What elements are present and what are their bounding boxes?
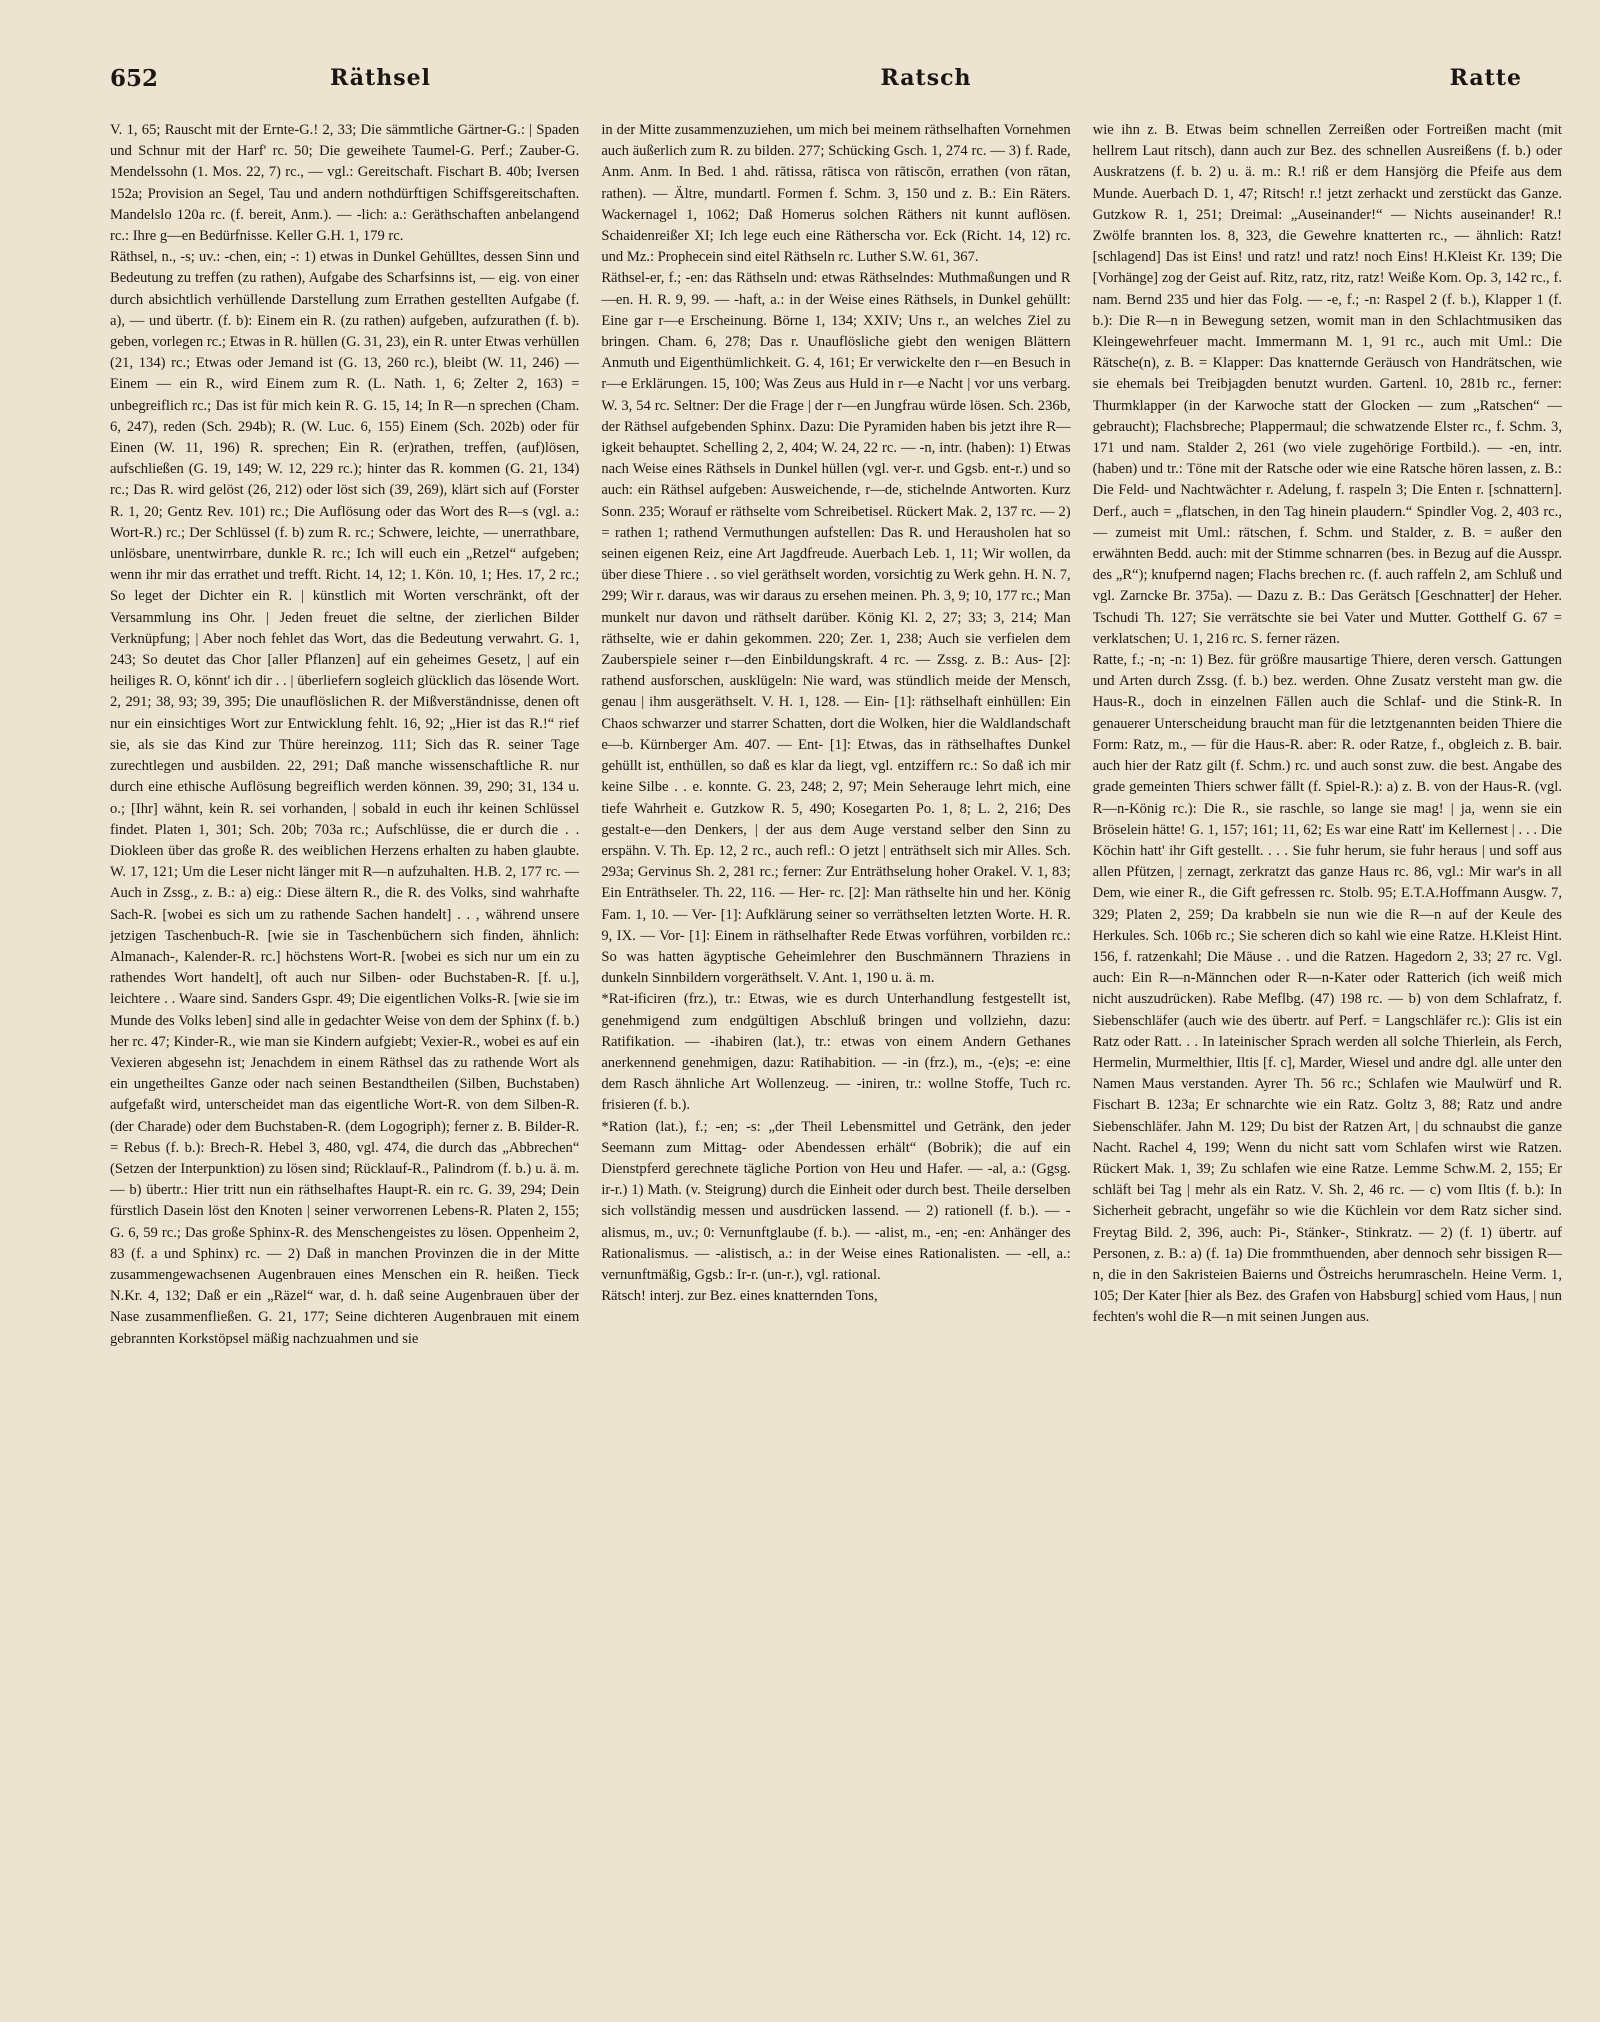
page-number: 652 (110, 64, 159, 92)
column-3-entry-ratte: Ratte, f.; -n; -n: 1) Bez. für größre mausartige Thiere, deren versch. Gattungen und Arten durch Zssg. (f. b.) bez. werden. Ohne Zusatz versteht man gw. die Haus-R., doch in einzelnen Fällen auch die Schlaf- und die Stink-R. In genauerer Unterscheidung braucht man für die letztgenannten beiden Thiere die Form: Ratz, m., — für die Haus-R. aber: R. oder Ratze, f., obgleich z. B. bair. auch hier der Ratz gilt (f. Schm.) rc. und auch sonst zuw. die best. Angabe des grade gemeinten Thiers schwer fällt (f. Spiel-R.): a) z. B. von der Haus-R. (vgl. R—n-König rc.): Die R., sie raschle, so lange sie mag! | ja, wenn sie ein Bröselein hätte! G. 1, 157; 161; 11, 62; Es war eine Ratt' im Kellernest | . . . Die Köchin hatt' ihr Gift gestellt. . . . Sie fuhr herum, sie fuhr heraus | und soff aus allen Pfützen, | zernagt, zerkratzt das ganze Haus rc. 86, vgl.: Mir war's in all Dem, wie einer R., die Gift gefressen rc. Stolb. 95; E.T.A.Hoffmann Ausgw. 7, 329; Platen 2, 259; Da krabbeln sie nun wie die R—n auf der Keule des Herkules. Sch. 106b rc.; Sie scheren dich so kahl wie eine Ratze. H.Kleist Hint. 156, f. ratzenkahl; Die Mäuse . . und die Ratzen. Hagedorn 2, 33; 27 rc. Vgl. auch: Ein R—n-Männchen oder R—n-Kater oder Ratterich (ich weiß mich nicht auszudrücken). Rabe Meflbg. (47) 198 rc. — b) von dem Schlafratz, f. Siebenschläfer (auch wie des übertr. auf Perf. = Langschläfer rc.): Glis ist ein Ratz oder Ratt. . . In lateinischer Sprach werden all solche Thierlein, als Ferch, Hermelin, Murmelthier, Iltis [f. c], Marder, Wiesel und andre dgl. alle unter den Namen Maus verstanden. Ayrer Th. 56 rc.; Schlafen wie Maulwürf und R. Fischart B. 123a; Er schnarchte wie ein Ratz. Goltz 3, 88; Ratz und andre Siebenschläfer. Jahn M. 129; Du bist der Ratzen Art, | du schnaubst die ganze Nacht. Rachel 4, 199; Wenn du nicht satt vom Schlafen wirst wie Ratzen. Rückert Mak. 1, 39; Zu schlafen wie eine Ratze. Lemme Schw.M. 2, 155; Er schläft bei Tag | mehr als ein Ratz. V. Sh. 2, 46 rc. — c) vom Iltis (f. b.): In Sicherheit gebracht, ungefähr so wie die Küchlein vor dem Ratz sicher sind. Freytag Bild. 2, 396, auch: Pi-, Stänker-, Stinkratz. — 2) (f. 1) übertr. auf Personen, z. B.: a) (f. 1a) Die frommthuenden, aber dennoch sehr bissigen R—n, die in den Sakristeien Baierns und Östreichs herumrascheln. Heine Verm. 1, 105; Der Kater [hier als Bez. des Grafen von Habsburg] schied vom Haus, | nun fechten's wohl die R—n mit seinen Jungen aus. (1092, 652, 1562, 1326)
column-2-entry-raethsel-er: Räthsel-er, f.; -en: das Räthseln und: etwas Räthselndes: Muthmaßungen und R—en. H. R. 9, 99. — -haft, a.: in der Weise eines Räthsels, in Dunkel gehüllt: Eine gar r—e Erscheinung. Börne 1, 134; XXIV; Uns r., an welches Ziel zu bringen. Cham. 6, 278; Das r. Unauflösliche giebt den wenigen Blättern Anmuth und Eigenthümlichkeit. G. 4, 161; Er verwickelte den r—en Besuch in r—e Erklärungen. 15, 100; Was Zeus aus Huld in r—e Nacht | vor uns verbarg. W. 3, 54 rc. Seltner: Der die Frage | der r—en Jungfrau würde lösen. Sch. 236b, der Räthsel aufgebenden Sphinx. Dazu: Die Pyramiden haben bis jetzt ihre R—igkeit behauptet. Schelling 2, 2, 404; W. 24, 22 rc. — -n, intr. (haben): 1) Etwas nach Weise eines Räthsels in Dunkel hüllen (vgl. ver-r. und Ggsb. ent-r.) und so auch: ein Räthsel aufgeben: Ausweichende, r—de, stichelnde Antworten. Kurz Sonn. 235; Worauf er räthselte vom Schreibetisel. Rückert Mak. 2, 137 rc. — 2) = rathen 1; rathend Vermuthungen aufstellen: Das R. und Herausholen hat so seinen eigenen Reiz, eine Art Jagdfreude. Auerbach Leb. 1, 11; Wir wollen, da über diese Thiere . . so viel geräthselt worden, vorsichtig zu Werk gehn. H. N. 7, 299; Wir r. daraus, was wir daraus zu ersehen meinen. Ph. 3, 9; 10, 177 rc.; Man munkelt nur davon und räthselt darüber. König Kl. 2, 27; 33; 3, 214; Man räthselte, wie er dahin gekommen. 220; Zer. 1, 238; Auch sie verfielen dem Zauberspiele seiner r—den Einbildungskraft. 4 rc. — Zssg. z. B.: Aus- [2]: rathend ausforschen, ausklügeln: Nie ward, was stündlich meide der Mensch, genau | ihm ausgeräthselt. V. H. 1, 128. — Ein- [1]: räthselhaft einhüllen: Ein Chaos schwarzer und starrer Schatten, dort die Wolken, hier die Waldlandschaft e—b. Kürnberger Am. 407. — Ent- [1]: Etwas, das in räthselhaftes Dunkel gehüllt ist, enthüllen, so daß es klar da liegt, vgl. entziffern rc.: So daß ich mir keine Silbe . . e. konnte. G. 23, 248; 2, 97; Mein Seherauge lehrt mich, eine tiefe Wahrheit e. Gutzkow R. 5, 490; Kosegarten Po. 1, 8; L. 2, 216; Des gestalt-e—den Denkers, | der aus dem Auge verstand selber den Sinn zu erspähn. V. Th. Ep. 12, 2 rc., auch refl.: O jetzt | enträthselt sich mir Alles. Sch. 293a; Gervinus Sh. 2, 281 rc.; ferner: Zur Enträthselung hoher Orakel. V. 1, 83; Ein Enträthseler. Th. 22, 116. — Her- rc. [2]: Man räthselte hin und her. König Fam. 1, 10. — Ver- [1]: Aufklärung seiner so verräthselten letzten Worte. H. R. 9, IX. — Vor- [1]: Einem in räthselhafter Rede Etwas vorführen, vorbilden rc.: So was hatten ägyptische Geheimlehrer den Buschmännern Thraziens in dunkeln Sinnbildern vorgeräthselt. V. Ant. 1, 190 u. ä. m. (601, 270, 1071, 987)
left-headword: Räthsel (330, 65, 431, 91)
text-columns (110, 120, 1562, 2000)
running-head (110, 58, 1562, 98)
column-2-entry-ration: *Ration (lat.), f.; -en; -s: „der Theil Lebensmittel und Getränk, den jeder Seemann zum Mittag- oder Abendessen erhält“ (Bobrik); die auf ein Dienstpferd gerechnete tägliche Portion von Heu und Hafer. — -al, a.: (Ggsg. ir-r.) 1) Math. (v. Steigrung) durch die Einheit oder durch best. Theile derselben sich vollständig messen und ausdrücken lassend. — 2) rationell (f. b.). — -alismus, m., uv.; 0: Vernunftglaube (f. b.). — -alist, m., -en; -en: Anhänger des Rationalismus. — -alistisch, a.: in der Weise eines Rationalisten. — -ell, a.: vernunftmäßig, Ggsb.: Ir-r. (un-r.), vgl. rational. (601, 1118, 1071, 1283)
right-headword: Ratte (1449, 65, 1522, 91)
column-3 (1093, 120, 1562, 2000)
column-2-entry-ratsch: Rätsch! interj. zur Bez. eines knatternden Tons, (601, 1288, 878, 1305)
column-3-paragraph: wie ihn z. B. Etwas beim schnellen Zerreißen oder Fortreißen macht (mit hellrem Laut ritsch), dann auch zur Bez. des schnellen Ausreißens (f. b.) oder Auskratzens (f. b. 2) u. ä. m.: R.! riß er dem Hansjörg die Pfeife aus dem Munde. Auerbach D. 1, 47; Ritsch! r.! jetzt zerhackt und zerstückt das Ganze. Gutzkow R. 1, 251; Dreimal: „Auseinander!“ — Nichts auseinander! R.! Zwölfe brannten los. 8, 323, die Gewehre knatterten rc., — ähnlich: Ratz! [schlagend] Das ist Eins! und ratz! und ratz! noch Eins! H.Kleist Kr. 139; Die [Vorhänge] zog der Geist auf. Ritz, ratz, ritz, ratz! Weiße Kom. Op. 3, 142 rc., f. nam. Bernd 235 und hier das Folg. — -e, f.; -n: Raspel 2 (f. b.), Klapper 1 (f. b.): Die R—n in Bewegung setzen, womit man in den Schlachtmusiken das Kleingewehrfeuer macht. Immermann M. 1, 91 rc., auch mit Uml.: Die Rätsche(n), z. B. = Klapper: Das knatternde Geräusch von Handrätschen, wie sie ehemals bei Treibjagden benutzt wurden. Gartenl. 10, 281b rc., ferner: Thurmklapper (in der Karwoche statt der Glocken — zum „Ratschen“ — gebraucht); Flachsbreche; Plappermaul; die schwatzende Elster rc., f. Schm. 3, 171 und nam. Stalder 2, 261 (wo viele zugehörige Fortbild.). — -en, intr. (haben) und tr.: Töne mit der Ratsche oder wie eine Ratsche hören lassen, z. B.: Die Feld- und Nachtwächter r. Adelung, f. raspeln 3; Die Enten r. [schnattern]. Derf., auch = „flatschen, in den Tag hinein plaudern.“ Spindler Vog. 2, 403 rc., — zumeist mit Uml.: rätschen, f. Schm. und Stalder, z. B. = außer den erwähnten Bedd. auch: mit der Stimme schnarren (bes. in Bezug auf die Ausspr. des „R“); knufpernd nagen; Flachs brechen rc. (f. auch raffeln 2, am Schluß und vgl. Zarncke Br. 375a). — Dazu z. B.: Das Gerätsch [Geschnatter] der Heher. Tschudi Th. 127; Sie verrätschte sie bei Vater und Mutter. Gotthelf G. 67 = verklatschen; U. 1, 216 rc. S. ferner räzen. (1092, 122, 1562, 647)
column-2-paragraph: in der Mitte zusammenzuziehen, um mich bei meinem räthselhaften Vornehmen auch äußerlich zum R. zu bilden. 277; Schücking Gsch. 1, 274 rc. — 3) f. Rade, Anm. Anm. In Bed. 1 ahd. rātissa, rātisca von rātiscōn, errathen (von rātan, rathen). — Ältre, mundartl. Formen f. Schm. 3, 150 und z. B.: Ein Räters. Wackernagel 1, 1062; Daß Homerus solchen Räthers nit kunnt auflösen. Schaidenreißer XI; Ich lege euch eine Rätherscha vor. Eck (Richt. 14, 12) rc. und Mz.: Prophecein sind eitel Räthseln rc. Luther S.W. 61, 367. (601, 122, 1071, 266)
column-1 (110, 120, 579, 2000)
column-2-entry-ratificiren: *Rat-ificiren (frz.), tr.: Etwas, wie es durch Unterhandlung festgestellt ist, genehmigend zum endgültigen Abschluß bringen und vollziehn, dazu: Ratifikation. — -ihabiren (lat.), tr.: etwas von einem Andern Gethanes anerkennend genehmigen, dazu: Ratihabition. — -in (frz.), m., -(e)s; -e: eine dem Rasch ähnliche Art Wollenzeug. — -iniren, tr.: wollne Stoffe, Tuch rc. frisieren (f. b.). (601, 991, 1071, 1114)
column-2 (601, 120, 1070, 2000)
column-1-paragraph: V. 1, 65; Rauscht mit der Ernte-G.! 2, 33; Die sämmtliche Gärtner-G.: | Spaden und Schnur mit der Harf' rc. 50; Die geweihete Taumel-G. Perf.; Zauber-G. Mendelssohn (1. Mos. 22, 7) rc., — vgl.: Gereitschaft. Fischart B. 40b; Iversen 152a; Provision an Segel, Tau und andern nothdürftigen Schiffsgereitschaften. Mandelslo 120a rc. (f. bereit, Anm.). — -lich: a.: Geräthschaften anbelangend rc.: Ihre g—en Bedürfnisse. Keller G.H. 1, 179 rc. (110, 122, 580, 245)
column-1-entry-raethsel: Räthsel, n., -s; uv.: -chen, ein; -: 1) etwas in Dunkel Gehülltes, dessen Sinn und Bedeutung zu treffen (zu rathen), Aufgabe des Scharfsinns ist, — eig. von einer durch absichtlich verhüllende Darstellung zum Errathen gestellten Aufgabe (f. a), — und übertr. (f. b): Einem ein R. (zu rathen) aufgeben, aufzurathen (f. b). geben, vorlegen rc.; Etwas in R. hüllen (G. 31, 23), ein R. unter Etwas verhüllen (21, 134) rc.; Etwas oder Jemand ist (G. 13, 260 rc.), bleibt (W. 11, 246) — Einem — ein R., wird Einem zum R. (L. Nath. 1, 6; Zelter 2, 163) = unbegreiflich rc.; Das ist für mich kein R. G. 15, 14; In R—n sprechen (Cham. 6, 247), reden (Sch. 294b); R. (W. Luc. 6, 155) Einem (Sch. 202b) oder für Einen (W. 11, 196) R. sprechen; Ein R. (er)rathen, treffen, (auf)lösen, aufschließen (G. 19, 149; W. 12, 229 rc.); hinter das R. kommen (G. 21, 134) rc.; Das R. wird gelöst (26, 212) oder löst sich (39, 269), klärt sich auf (Forster R. 1, 20; Gentz Rev. 101) rc.; Die Auflösung oder das Wort des R—s (vgl. a.: Wort-R.) rc.; Der Schlüssel (f. b) zum R. rc.; Schwere, leichte, — unerrathbare, unlösbare, unentwirrbare, dunkle R. rc.; Ich will euch ein „Retzel“ aufgeben; wenn ihr mir das errathet und trefft. Richt. 14, 12; 1. Kön. 10, 1; Hes. 17, 2 rc.; So leget der Dichter ein R. | künstlich mit Worten verschränkt, oft der Versammlung ins Ohr. | Jeden freuet die seltne, der zierlichen Bilder Verknüpfung; | Aber noch fehlet das Wort, das die Bedeutung verwahrt. G. 1, 243; So deutet das Chor [aller Pflanzen] auf ein geheimes Gesetz, | auf ein heiliges R. O, könnt' ich dir . . | überliefern sogleich glücklich das lösende Wort. 2, 291; 38, 93; 39, 395; Die unauflöslichen R. der Mißverständnisse, denen oft nur ein einsichtiges Wort zur Entwicklung fehlt. 16, 92; „Hier ist das R.!“ rief sie, als sie das Kind zur Thüre hereinzog. 111; Sich das R. seiner Tage zurechtlegen und ausbilden. 22, 291; Daß manche wissenschaftliche R. nur durch eine ethische Auflösung begreiflich werden können. 39, 290; 31, 134 u. o.; [Ihr] wähnt, kein R. sei vorhanden, | sobald in euch ihr keinen Schlüssel findet. Platen 1, 301; Sch. 20b; 703a rc.; Aufschlüsse, die er durch die . . Diokleen über das große R. des weiblichen Herzens erhalten zu haben glaubte. W. 17, 121; Um die Leser nicht länger mit R—n aufzuhalten. H.B. 2, 177 rc. — Auch in Zssg., z. B.: a) eig.: Diese ältern R., die R. des Volks, sind wahrhafte Sach-R. [wobei es sich um zu rathende Sachen handelt] . . , während unsere jetzigen Taschenbuch-R. [wie sie in Taschenbüchern sich finden, ähnlich: Almanach-, Kalender-R. rc.] höchstens Wort-R. [wobei es sich nur um ein zu rathendes Wort handelt], oft auch nur Silben- oder Buchstaben-R. [f. u.], leichtere . . Waare sind. Sanders Gspr. 49; Die eigentlichen Volks-R. [wie sie im Munde des Volks leben] sind alle in gedachter Weise von dem der Sphinx (f. b.) her rc. 47; Kinder-R., wie man sie Kindern aufgiebt; Vexier-R., wobei es auf ein Vexieren abgesehn ist; Jenachdem in einem Räthsel das zu rathende Wort als ein ungetheiltes Ganze oder nach seinen Bestandtheilen (Silben, Buchstaben) aufgefaßt wird, unterscheidet man das eigentliche Wort-R. von dem Silben-R. (der Charade) oder dem Buchstaben-R. (dem Logogriph); ferner z. B. Bilder-R. = Rebus (f. b.): Brech-R. Hebel 3, 480, vgl. 474, die durch das „Abbrechen“ (Setzen der Interpunktion) zu lösen sind; Rücklauf-R., Palindrom (f. b.) u. ä. m. — b) übertr.: Hier tritt nun ein räthselhaftes Haupt-R. ein rc. G. 39, 294; Dein fürstlich Dasein löst den Knoten | seiner verworrenen Lebens-R. Platen 2, 155; G. 6, 59 rc.; Das große Sphinx-R. des Menschengeistes zu lösen. Oppenheim 2, 83 (f. a und Sphinx) rc. — 2) Daß in manchen Provinzen die in der Mitte zusammengewachsenen Augenbrauen eines Menschen ein R. heißen. Tieck N.Kr. 4, 132; Daß er ein „Räzel“ war, d. h. daß seine Augenbrauen über der Nase zusammenfließen. G. 21, 177; Seine dichteren Augenbrauen mit einem gebrannten Korkstöpsel mäßig nachzuahmen und sie (110, 249, 580, 1347)
center-headword: Ratsch (880, 65, 972, 91)
